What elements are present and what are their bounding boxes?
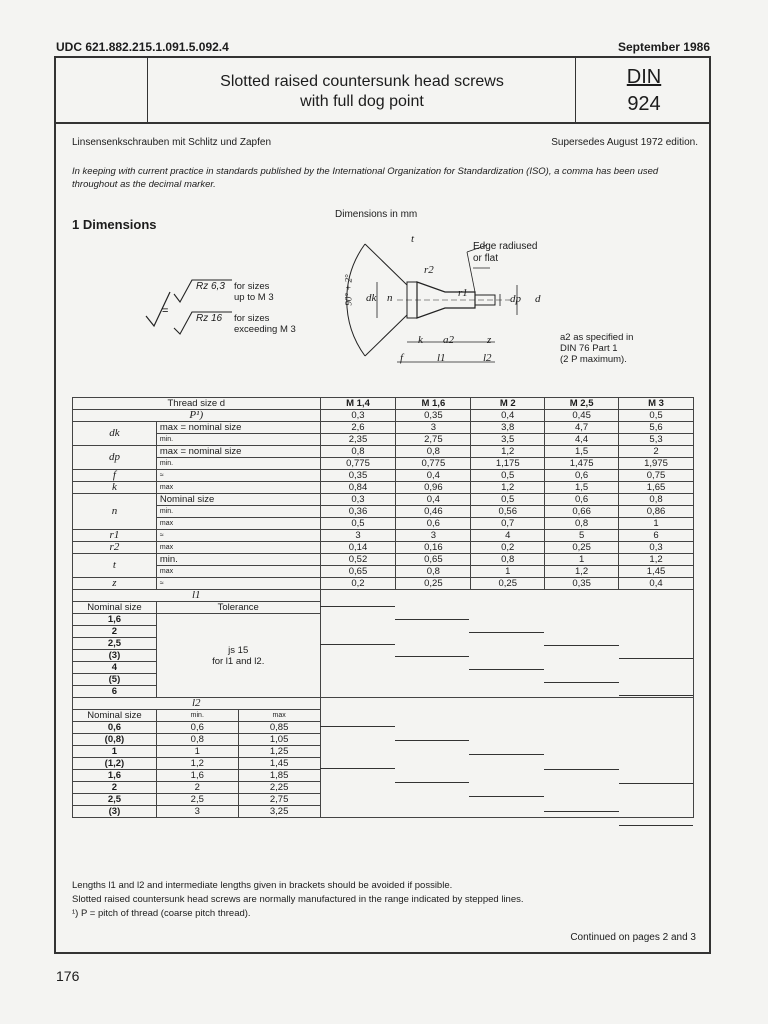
table-row — [73, 446, 694, 458]
value-cell: 1,975 — [619, 458, 694, 470]
value-cell: 0,5 — [471, 494, 545, 506]
value-cell: 3 — [396, 422, 471, 434]
footnotes — [72, 879, 694, 921]
l2-size: (0,8) — [73, 734, 157, 746]
l1-size: (5) — [73, 674, 157, 686]
l1-size: 6 — [73, 686, 157, 698]
value-cell: 0,36 — [320, 506, 396, 518]
size-header: M 1,4 — [320, 398, 396, 410]
value-cell: 0,3 — [320, 494, 396, 506]
sub-cell: min. — [156, 434, 320, 446]
table-row — [73, 590, 694, 602]
value-cell: 0,52 — [320, 554, 396, 566]
table-row — [73, 542, 694, 554]
max-header: max — [238, 710, 320, 722]
l2-max: 2,75 — [238, 794, 320, 806]
edge-note — [473, 241, 538, 265]
roughness-text-2a: for sizes — [234, 313, 270, 324]
dim-l2: l2 — [483, 352, 492, 364]
dimensions-unit: Dimensions in mm — [335, 209, 418, 220]
l1-size: 2 — [73, 626, 157, 638]
stepped-line — [544, 769, 619, 770]
edge-note-line-1: Edge radiused — [473, 241, 538, 252]
table-row — [73, 398, 694, 410]
thread-size-header: Thread size d — [73, 398, 321, 410]
value-cell: 4,4 — [545, 434, 619, 446]
value-cell: 1 — [471, 566, 545, 578]
value-cell: 0,75 — [619, 470, 694, 482]
l2-size: (3) — [73, 806, 157, 818]
symbol-cell: dk — [73, 422, 157, 446]
table-row — [73, 410, 694, 422]
value-cell: 6 — [619, 530, 694, 542]
dim-a2: a2 — [443, 334, 454, 346]
value-cell: 0,96 — [396, 482, 471, 494]
value-cell: 0,46 — [396, 506, 471, 518]
symbol-cell: r1 — [73, 530, 157, 542]
l1-tolerance: js 15 for l1 and l2. — [156, 614, 320, 698]
roughness-text-2b: exceeding M 3 — [234, 324, 296, 335]
stepped-line — [619, 658, 694, 659]
sub-cell: max — [156, 542, 320, 554]
sub-cell: min. — [156, 554, 320, 566]
value-cell: 0,8 — [545, 518, 619, 530]
length-range-area — [320, 698, 693, 818]
a2-note-line-1: a2 as specified in — [560, 332, 634, 343]
value-cell: 2,35 — [320, 434, 396, 446]
l2-min: 3 — [156, 806, 238, 818]
standard-number: 924 — [627, 93, 661, 115]
section-heading: 1 Dimensions — [72, 217, 157, 232]
l2-max: 3,25 — [238, 806, 320, 818]
a2-note-line-3: (2 P maximum). — [560, 354, 627, 365]
nominal-size-header: Nominal size — [73, 602, 157, 614]
value-cell: 0,4 — [396, 470, 471, 482]
value-cell: 0,4 — [396, 494, 471, 506]
table-row — [73, 578, 694, 590]
size-header: M 2 — [471, 398, 545, 410]
table-row — [73, 422, 694, 434]
table-row — [73, 518, 694, 530]
value-cell: 0,5 — [619, 410, 694, 422]
sub-cell: max — [156, 518, 320, 530]
l2-size: 2 — [73, 782, 157, 794]
l2-min: 1,2 — [156, 758, 238, 770]
supersedes-note: Supersedes August 1972 edition. — [551, 137, 698, 148]
roughness-text-1b: up to M 3 — [234, 292, 274, 303]
table-row — [73, 566, 694, 578]
din-label: DIN — [626, 66, 662, 88]
value-cell: 0,4 — [471, 410, 545, 422]
l2-size: (1,2) — [73, 758, 157, 770]
table-row — [73, 506, 694, 518]
value-cell: 1,45 — [619, 566, 694, 578]
stepped-line — [469, 669, 544, 670]
stepped-line — [320, 726, 395, 727]
value-cell: 0,775 — [320, 458, 396, 470]
value-cell: 0,16 — [396, 542, 471, 554]
footnote-3: ¹) P = pitch of thread (coarse pitch thread). — [72, 908, 251, 919]
value-cell: 3 — [320, 530, 396, 542]
dim-r1: r1 — [458, 287, 468, 299]
value-cell: 1,475 — [545, 458, 619, 470]
value-cell: 0,35 — [396, 410, 471, 422]
value-cell: 2 — [619, 446, 694, 458]
value-cell: 0,14 — [320, 542, 396, 554]
size-header: M 2,5 — [545, 398, 619, 410]
l2-size: 1 — [73, 746, 157, 758]
l2-min: 1,6 — [156, 770, 238, 782]
value-cell: 1,175 — [471, 458, 545, 470]
symbol-cell: r2 — [73, 542, 157, 554]
value-cell: 0,3 — [619, 542, 694, 554]
roughness-text-1a: for sizes — [234, 281, 270, 292]
symbol-cell: k — [73, 482, 157, 494]
dim-t: t — [411, 233, 415, 245]
publication-date: September 1986 — [617, 40, 710, 54]
dim-k: k — [418, 334, 423, 346]
udc-code: UDC 621.882.215.1.091.5.092.4 — [56, 40, 229, 54]
value-cell: 3,8 — [471, 422, 545, 434]
value-cell: 4,7 — [545, 422, 619, 434]
page-number: 176 — [56, 968, 80, 984]
title-line-1: Slotted raised countersunk head screws — [220, 73, 504, 90]
value-cell: 1,5 — [545, 482, 619, 494]
stepped-line — [320, 644, 395, 645]
l2-min: 1 — [156, 746, 238, 758]
value-cell: 0,84 — [320, 482, 396, 494]
symbol-cell: z — [73, 578, 157, 590]
l1-size: 4 — [73, 662, 157, 674]
value-cell: 1,2 — [619, 554, 694, 566]
continued-note: Continued on pages 2 and 3 — [570, 932, 696, 943]
dim-r2: r2 — [424, 264, 434, 276]
l2-min: 0,8 — [156, 734, 238, 746]
table-row — [73, 698, 694, 710]
value-cell: 0,56 — [471, 506, 545, 518]
sub-cell: max = nominal size — [156, 446, 320, 458]
value-cell: 0,8 — [619, 494, 694, 506]
stepped-line — [395, 619, 470, 620]
value-cell: 0,86 — [619, 506, 694, 518]
title-divider — [575, 56, 576, 124]
roughness-value-2: Rz 16 — [196, 313, 223, 324]
value-cell: 0,7 — [471, 518, 545, 530]
stepped-line — [469, 754, 544, 755]
value-cell: 0,25 — [545, 542, 619, 554]
din-number — [578, 66, 710, 116]
nominal-size-header: Nominal size — [73, 710, 157, 722]
value-cell: 0,66 — [545, 506, 619, 518]
value-cell: 5,6 — [619, 422, 694, 434]
value-cell: 5 — [545, 530, 619, 542]
document-title — [150, 72, 574, 112]
value-cell: 0,6 — [396, 518, 471, 530]
sub-cell: min. — [156, 458, 320, 470]
table-row — [73, 494, 694, 506]
value-cell: 1,2 — [545, 566, 619, 578]
symbol-cell: n — [73, 494, 157, 530]
stepped-line — [544, 645, 619, 646]
title-line-2: with full dog point — [300, 93, 424, 110]
l2-max: 1,25 — [238, 746, 320, 758]
table-row — [73, 434, 694, 446]
stepped-line — [544, 682, 619, 683]
size-header: M 3 — [619, 398, 694, 410]
title-divider — [147, 56, 148, 124]
sub-cell: Nominal size — [156, 494, 320, 506]
dim-dp: dp — [510, 293, 521, 305]
stepped-line — [469, 632, 544, 633]
value-cell: 0,65 — [396, 554, 471, 566]
value-cell: 0,2 — [320, 578, 396, 590]
l2-size: 2,5 — [73, 794, 157, 806]
l2-max: 1,05 — [238, 734, 320, 746]
l2-size: 1,6 — [73, 770, 157, 782]
value-cell: 0,775 — [396, 458, 471, 470]
roughness-text-1 — [234, 281, 274, 303]
value-cell: 0,2 — [471, 542, 545, 554]
value-cell: 0,65 — [320, 566, 396, 578]
l2-max: 1,85 — [238, 770, 320, 782]
value-cell: 2,6 — [320, 422, 396, 434]
dim-l1: l1 — [437, 352, 446, 364]
symbol-cell: P¹) — [73, 410, 321, 422]
value-cell: 0,5 — [471, 470, 545, 482]
stepped-line — [395, 740, 470, 741]
value-cell: 3,5 — [471, 434, 545, 446]
sub-cell: max — [156, 482, 320, 494]
tolerance-header: Tolerance — [156, 602, 320, 614]
german-title: Linsensenkschrauben mit Schlitz und Zapfen — [72, 137, 272, 148]
value-cell: 1 — [619, 518, 694, 530]
stepped-line — [544, 811, 619, 812]
stepped-line — [619, 783, 694, 784]
l1-size: 1,6 — [73, 614, 157, 626]
dim-f: f — [400, 352, 404, 364]
l2-size: 0,6 — [73, 722, 157, 734]
value-cell: 0,8 — [396, 446, 471, 458]
value-cell: 1,2 — [471, 446, 545, 458]
value-cell: 0,25 — [396, 578, 471, 590]
edge-note-line-2: or flat — [473, 253, 499, 264]
stepped-line — [320, 768, 395, 769]
footnote-2: Slotted raised countersunk head screws are normally manufactured in the range indicated by stepped lines. — [72, 894, 524, 905]
table-row — [73, 458, 694, 470]
svg-text:=: = — [162, 305, 169, 317]
value-cell: 0,35 — [545, 578, 619, 590]
sub-cell: max = nominal size — [156, 422, 320, 434]
value-cell: 4 — [471, 530, 545, 542]
roughness-value-1: Rz 6,3 — [196, 281, 225, 292]
dim-z: z — [487, 334, 492, 346]
value-cell: 0,6 — [545, 470, 619, 482]
l1-label: l1 — [73, 590, 321, 602]
value-cell: 0,8 — [471, 554, 545, 566]
angle-label: 90° + 2° — [343, 274, 354, 306]
value-cell: 0,3 — [320, 410, 396, 422]
stepped-line — [320, 606, 395, 607]
stepped-line — [395, 656, 470, 657]
table-row — [73, 470, 694, 482]
value-cell: 0,5 — [320, 518, 396, 530]
sub-cell: min. — [156, 506, 320, 518]
dim-n: n — [387, 292, 393, 304]
value-cell: 3 — [396, 530, 471, 542]
value-cell: 0,4 — [619, 578, 694, 590]
value-cell: 1,2 — [471, 482, 545, 494]
stepped-line — [619, 825, 694, 826]
table-row — [73, 482, 694, 494]
l2-max: 2,25 — [238, 782, 320, 794]
l2-max: 1,45 — [238, 758, 320, 770]
stepped-line — [395, 782, 470, 783]
dimensions-table — [72, 397, 694, 818]
a2-note — [560, 332, 633, 365]
footnote-1: Lengths l1 and l2 and intermediate lengths given in brackets should be avoided if possible. — [72, 880, 453, 891]
value-cell: 0,8 — [396, 566, 471, 578]
l2-min: 2 — [156, 782, 238, 794]
symbol-cell: t — [73, 554, 157, 578]
value-cell: 1 — [545, 554, 619, 566]
size-header: M 1,6 — [396, 398, 471, 410]
l1-size: 2,5 — [73, 638, 157, 650]
decimal-note: In keeping with current practice in standards published by the International Organization for Standardization (ISO), a comma has been used throughout as the decimal marker. — [72, 166, 659, 190]
l2-label: l2 — [73, 698, 321, 710]
l2-max: 0,85 — [238, 722, 320, 734]
min-header: min. — [156, 710, 238, 722]
value-cell: 0,25 — [471, 578, 545, 590]
value-cell: 2,75 — [396, 434, 471, 446]
value-cell: 0,35 — [320, 470, 396, 482]
value-cell: 1,65 — [619, 482, 694, 494]
roughness-text-2 — [234, 313, 296, 335]
stepped-line — [469, 796, 544, 797]
symbol-cell: f — [73, 470, 157, 482]
stepped-line — [619, 695, 694, 696]
sub-cell: ≈ — [156, 578, 320, 590]
value-cell: 0,45 — [545, 410, 619, 422]
value-cell: 1,5 — [545, 446, 619, 458]
l2-min: 2,5 — [156, 794, 238, 806]
symbol-cell: dp — [73, 446, 157, 470]
table-row — [73, 554, 694, 566]
l2-min: 0,6 — [156, 722, 238, 734]
sub-cell: ≈ — [156, 530, 320, 542]
a2-note-line-2: DIN 76 Part 1 — [560, 343, 618, 354]
value-cell: 0,8 — [320, 446, 396, 458]
dim-dk: dk — [366, 292, 377, 304]
sub-cell: max — [156, 566, 320, 578]
sub-cell: ≈ — [156, 470, 320, 482]
value-cell: 0,6 — [545, 494, 619, 506]
table-row — [73, 530, 694, 542]
dim-d: d — [535, 293, 541, 305]
l1-size: (3) — [73, 650, 157, 662]
value-cell: 5,3 — [619, 434, 694, 446]
